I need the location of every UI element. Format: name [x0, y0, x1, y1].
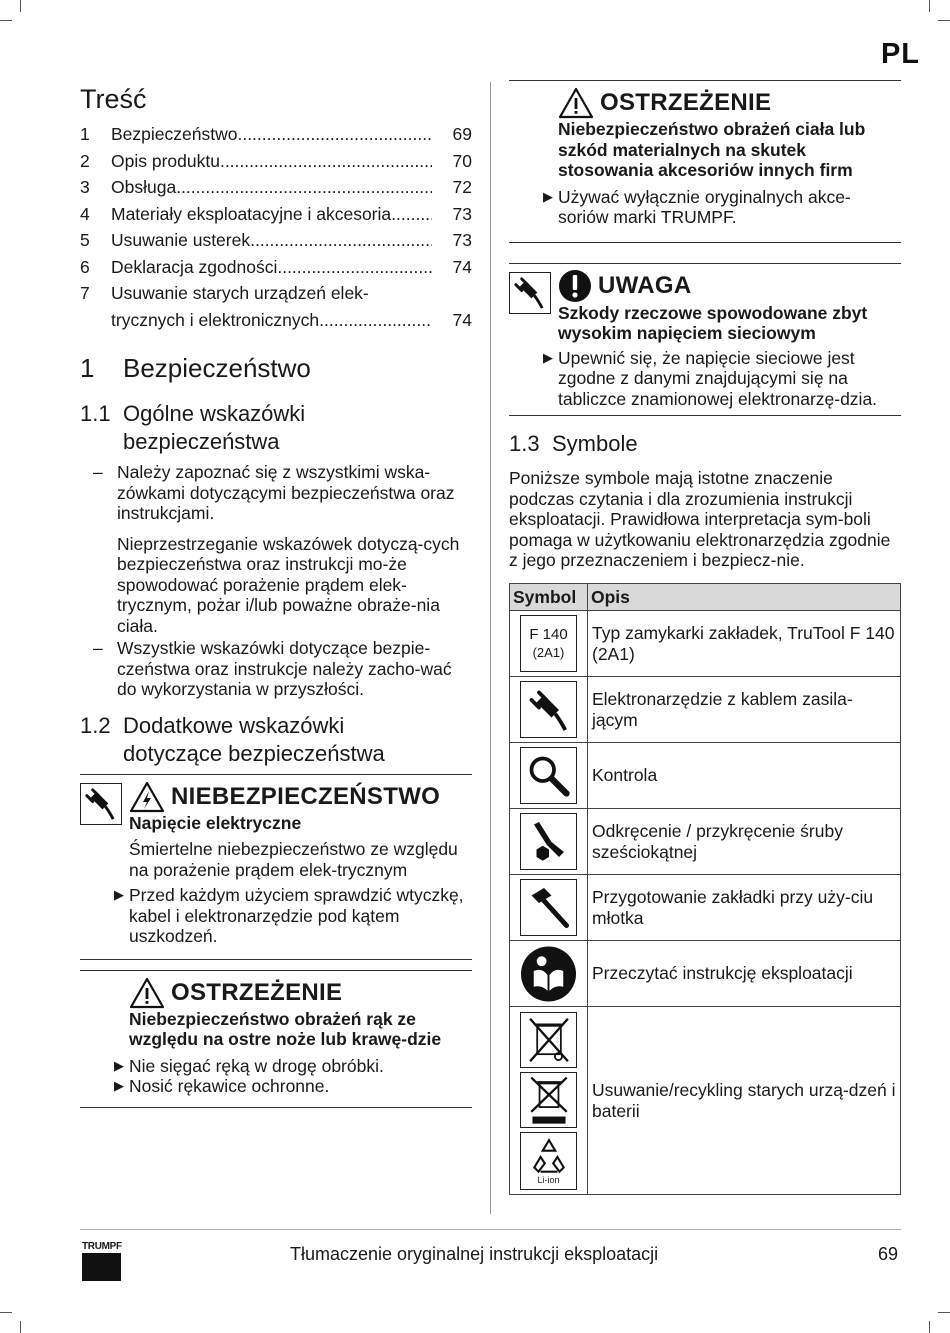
model-label: F 140 (2A1) — [520, 615, 577, 672]
magnifier-icon — [520, 747, 577, 804]
warning-title: OSTRZEŻENIE — [129, 977, 472, 1009]
table-row: Kontrola — [510, 743, 901, 809]
crop-mark — [0, 20, 12, 21]
read-manual-icon — [520, 945, 577, 1002]
warning-notice — [80, 970, 472, 1108]
section-heading: 1 Bezpieczeństwo — [80, 353, 311, 383]
action-item: ▶ Używać wyłącznie oryginalnych akce-soriów marki TRUMPF. — [543, 186, 851, 227]
toc-entry[interactable]: 4 Materiały eksploatacyjne i akcesoria ..... 73 — [80, 201, 472, 228]
brand-logo: TRUMPF — [82, 1242, 122, 1281]
warning-title: OSTRZEŻENIE — [558, 87, 901, 119]
toc-entry[interactable]: 2 Opis produktu ..... 70 — [80, 148, 472, 175]
symbol-table — [509, 583, 901, 1196]
right-column — [509, 80, 901, 1195]
symbols-intro: Poniższe symbole mają istotne znaczenie podczas czytania i dla zrozumienia instrukcji eksploatacji. Prawidłowa interpretacja sym-boli pomaga w użytkowaniu elektronarzędzia zgodnie z jego przeznaczeniem i bezpiecz-nie. — [509, 468, 891, 570]
warning-notice — [509, 80, 901, 243]
recycling-li-ion-icon: Li-ion — [520, 1132, 577, 1190]
crop-mark — [20, 1321, 21, 1333]
table-header: Symbol — [510, 583, 588, 611]
table-row: Przeczytać instrukcję eksploatacji — [510, 941, 901, 1007]
toc-entry[interactable]: 5 Usuwanie usterek ..... 73 — [80, 227, 472, 254]
warning-subtitle: Niebezpieczeństwo obrażeń ciała lub szkód materialnych na skutek stosowania akcesoriów innych firm — [558, 119, 866, 180]
crop-mark — [20, 0, 21, 12]
toc-title: Treść — [80, 84, 147, 114]
table-row: Przygotowanie zakładki przy uży-ciu młotka — [510, 875, 901, 941]
warning-triangle-icon — [558, 87, 594, 119]
power-plug-icon — [520, 681, 577, 738]
crop-mark — [938, 1312, 950, 1313]
action-list — [527, 348, 901, 410]
safety-list — [80, 462, 472, 700]
subsection-heading: 1.2 Dodatkowe wskazówki dotyczące bezpieczeństwa — [80, 712, 385, 766]
notice-title: UWAGA — [558, 269, 901, 303]
table-row: F 140 (2A1) Typ zamykarki zakładek, TruTool F 140 (2A1) — [510, 611, 901, 677]
list-item: – Należy zapoznać się z wszystkimi wska-zówkami dotyczącymi bezpieczeństwa oraz instrukcjami. Nieprzestrzeganie wskazówek dotyczą-cych bezpieczeństwa oraz instrukcji mo-że spowodować porażenie prądem elek-trycznym, pożar i/lub poważne obraże-nia ciała. — [93, 462, 460, 636]
action-item: ▶ Przed każdym użyciem sprawdzić wtyczkę, kabel i elektronarzędzie pod kątem uszkodzeń. — [114, 885, 464, 946]
page-number: 69 — [877, 1244, 898, 1264]
subsection-heading: 1.1 Ogólne wskazówki bezpieczeństwa — [80, 401, 306, 454]
notice-box — [509, 263, 901, 417]
action-item: ▶ Nosić rękawice ochronne. — [114, 1076, 330, 1096]
warning-subtitle: Niebezpieczeństwo obrażeń rąk ze względu na ostre noże lub krawę-dzie — [129, 1008, 442, 1049]
left-column — [80, 80, 472, 1108]
power-plug-icon — [509, 272, 551, 314]
column-divider — [490, 82, 491, 1214]
danger-text: Śmiertelne niebezpieczeństwo ze względu na porażenie prądem elek-trycznym — [129, 839, 458, 880]
action-list — [98, 1056, 472, 1097]
toc-entry[interactable]: 7 Usuwanie starych urządzeń elek- trycznych i elektronicznych ..... 74 — [80, 280, 472, 333]
footer-title: Tłumaczenie oryginalnej instrukcji eksploatacji — [290, 1244, 659, 1264]
action-list — [527, 187, 901, 228]
warning-triangle-icon — [129, 977, 165, 1009]
danger-subtitle: Napięcie elektryczne — [129, 812, 302, 833]
subsection-heading: 1.3 Symbole — [509, 431, 638, 456]
danger-title: NIEBEZPIECZEŃSTWO — [129, 781, 472, 813]
toc-entry[interactable]: 6 Deklaracja zgodności ..... 74 — [80, 254, 472, 281]
electric-warning-icon — [129, 781, 165, 813]
action-item: ▶ Upewnić się, że napięcie sieciowe jest zgodne z danymi znajdującymi się na tabliczce znamionowej elektronarzę-dzia. — [543, 347, 878, 409]
table-of-contents — [80, 121, 472, 333]
danger-notice — [80, 774, 472, 960]
weee-battery-bin-icon — [520, 1072, 577, 1128]
notice-subtitle: Szkody rzeczowe spowodowane zbyt wysokim napięciem sieciowym — [558, 302, 868, 343]
weee-bin-icon — [520, 1012, 577, 1068]
table-row: Li-ion Usuwanie/recykling starych urzą-dzeń i baterii — [510, 1007, 901, 1195]
crop-mark — [929, 0, 930, 12]
action-list — [98, 885, 472, 947]
crop-mark — [938, 20, 950, 21]
footer-divider — [80, 1229, 901, 1230]
power-plug-icon — [80, 783, 122, 825]
crop-mark — [929, 1321, 930, 1333]
language-code: PL — [880, 38, 920, 70]
crop-mark — [0, 1312, 12, 1313]
toc-entry[interactable]: 1 Bezpieczeństwo ..... 69 — [80, 121, 472, 148]
list-item: – Wszystkie wskazówki dotyczące bezpie-czeństwa oraz instrukcje należy zacho-wać do wykorzystania w przyszłości. — [93, 638, 452, 699]
table-row: Elektronarzędzie z kablem zasila-jącym — [510, 677, 901, 743]
table-row: Odkręcenie / przykręcenie śruby sześciokątnej — [510, 809, 901, 875]
toc-entry[interactable]: 3 Obsługa ..... 72 — [80, 174, 472, 201]
table-header: Opis — [588, 583, 901, 611]
screwdriver-nut-icon — [520, 813, 577, 870]
notice-exclamation-icon — [558, 269, 592, 303]
hammer-icon — [520, 879, 577, 936]
action-item: ▶ Nie sięgać ręką w drogę obróbki. — [114, 1055, 384, 1076]
